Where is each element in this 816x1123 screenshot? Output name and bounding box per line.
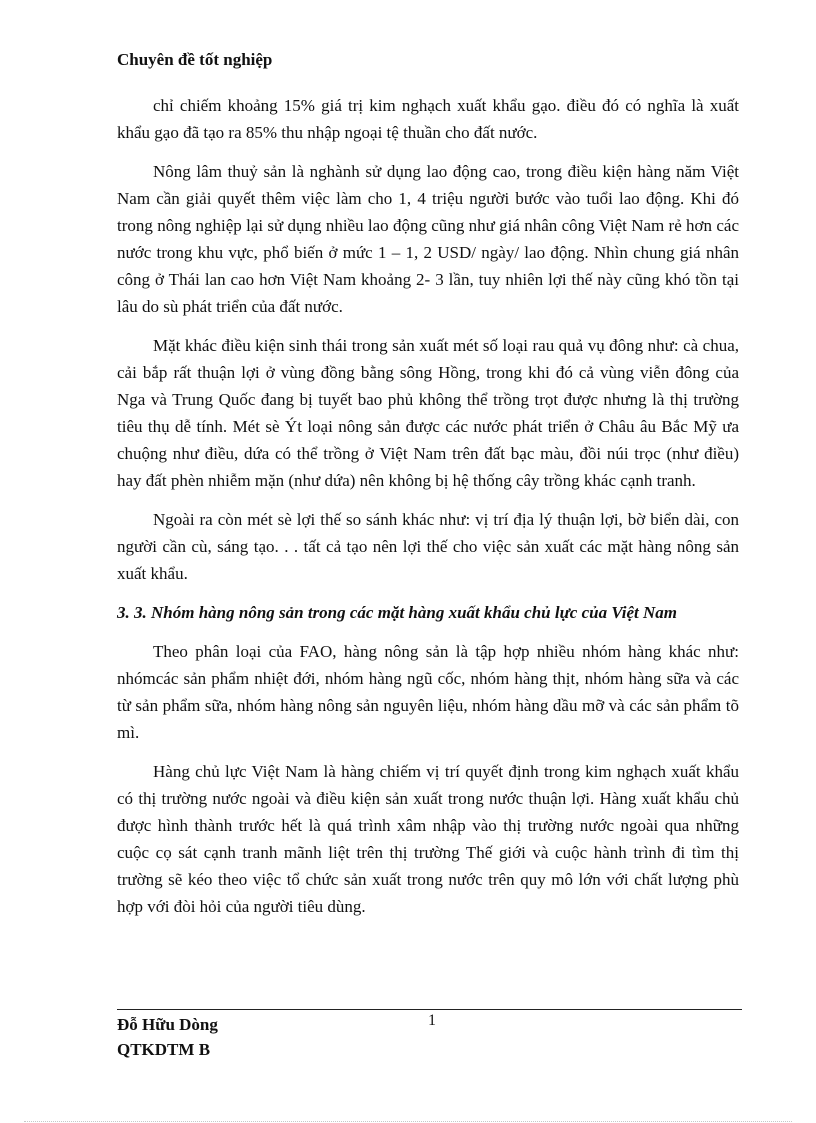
paragraph: Nông lâm thuỷ sản là nghành sử dụng lao động cao, trong điều kiện hàng năm Việt Nam cần giải quyết thêm việc làm cho 1, 4 triệu người bước vào tuổi lao động. Khi đó trong nông nghiệp lại sử dụng nhiều lao động cũng như giá nhân công Việt Nam rẻ hơn các nước trong khu vực, phổ biến ở mức 1 – 1, 2 USD/ ngày/ lao động. Nhìn chung giá nhân công ở Thái lan cao hơn Việt Nam khoảng 2- 3 lần, tuy nhiên lợi thế này cũng khó tồn tại lâu do sù phát triển của đất nước. <box>117 162 739 316</box>
document-body <box>117 92 739 932</box>
author-name: Đỗ Hữu Dòng <box>117 1015 218 1034</box>
section-heading: 3. 3. Nhóm hàng nông sản trong các mặt hàng xuất khẩu chủ lực của Việt Nam <box>117 603 677 622</box>
class-code: QTKDTM B <box>117 1040 211 1059</box>
paragraph: Mặt khác điều kiện sinh thái trong sản xuất mét số loại rau quả vụ đông như: cà chua, cải bắp rất thuận lợi ở vùng đồng bằng sông Hồng, trong khi đó cả vùng viễn đông của Nga và Trung Quốc đang bị tuyết bao phủ không thể trồng trọt được nhưng là thị trường tiêu thụ dễ tính. Mét sè Ýt loại nông sản được các nước phát triển ở Châu âu Bắc Mỹ ưa chuộng như điều, dứa có thể trồng ở Việt Nam trên đất bạc màu, đồi núi trọc (như điều) hay đất phèn nhiễm mặn (như dứa) nên không bị hệ thống cây trồng khác cạnh tranh. <box>117 336 739 490</box>
paragraph: Ngoài ra còn mét sè lợi thế so sánh khác như: vị trí địa lý thuận lợi, bờ biển dài, con người cần cù, sáng tạo. . . tất cả tạo nên lợi thế cho việc sản xuất các mặt hàng nông sản xuất khẩu. <box>117 510 739 583</box>
paragraph: Theo phân loại của FAO, hàng nông sản là tập hợp nhiều nhóm hàng khác như: nhómcác sản phẩm nhiệt đới, nhóm hàng ngũ cốc, nhóm hàng thịt, nhóm hàng sữa và các từ sản phẩm sữa, nhóm hàng nông sản nguyên liệu, nhóm hàng dầu mỡ và các sản phẩm tõ mì. <box>117 642 739 742</box>
paragraph: Hàng chủ lực Việt Nam là hàng chiếm vị trí quyết định trong kim nghạch xuất khẩu có thị trường nước ngoài và điều kiện sản xuất trong nước thuận lợi. Hàng xuất khẩu chủ được hình thành trước hết là quá trình xâm nhập vào thị trường nước ngoài qua những cuộc cọ sát cạnh tranh mãnh liệt trên thị trường Thế giới và cuộc hành trình đi tìm thị trường sẽ kéo theo việc tổ chức sản xuất trong nước trên quy mô lớn với chất lượng phù hợp với đòi hỏi của người tiêu dùng. <box>117 762 739 916</box>
footer-info <box>117 1012 218 1062</box>
page-number: 1 <box>428 1012 436 1029</box>
page-header-title: Chuyên đề tốt nghiệp <box>117 50 273 69</box>
page-bottom-border <box>24 1121 792 1122</box>
paragraph: chỉ chiếm khoảng 15% giá trị kim nghạch xuất khẩu gạo. điều đó có nghĩa là xuất khẩu gạo đã tạo ra 85% thu nhập ngoại tệ thuần cho đất nước. <box>117 96 739 142</box>
footer-divider <box>117 1009 742 1010</box>
